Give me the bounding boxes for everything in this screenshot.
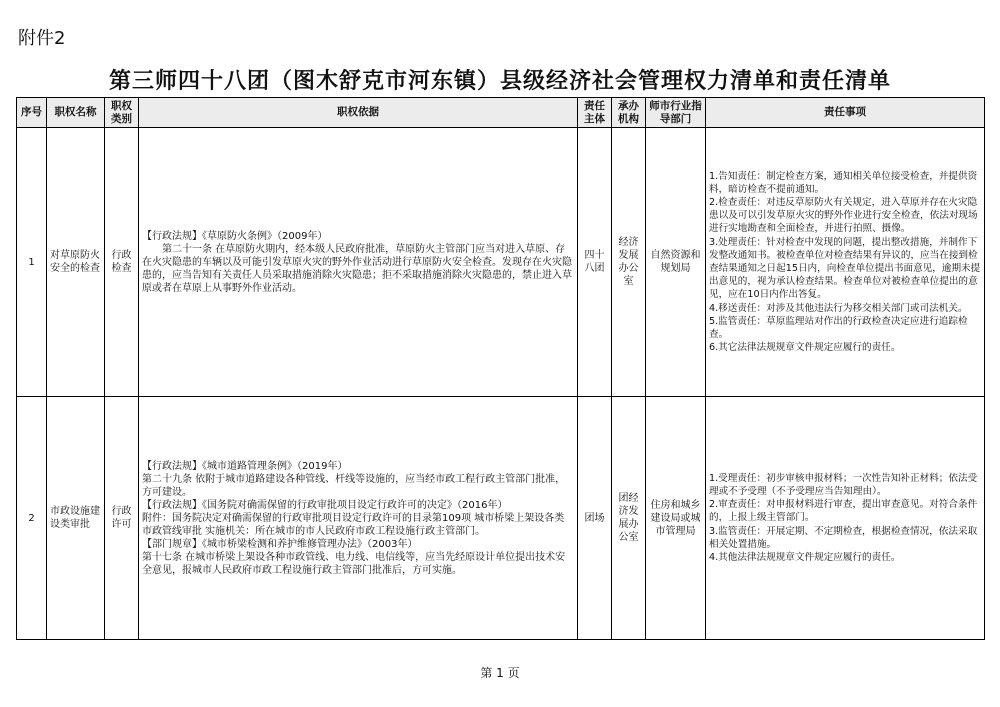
duty-item: 1.受理责任：初步审核申报材料；一次性告知补正材料；依法受理或不予受理（不予受理应当告知理由）。 (709, 472, 978, 497)
row-category: 行政许可 (105, 397, 139, 640)
basis-line: 第二十九条 依附于城市道路建设各种管线、杆线等设施的，应当经市政工程行政主管部门批准，方可建设。 (142, 473, 566, 498)
row-guide: 自然资源和规划局 (646, 128, 706, 397)
basis-line: 附件：国务院决定对确需保留的行政审批项目设定行政许可的目录第109项 城市桥梁上架设各类市政管线审批 实施机关：所在城市的市人民政府市政工程设施行政主管部门。 (142, 512, 565, 537)
duty-item: 2.检查责任：对违反草原防火有关规定，进入草原并存在火灾隐患以及可以引发草原火灾的野外作业进行安全检查，依法对现场进行实地勘查和全面检查，并进行拍照、摄像。 (709, 196, 978, 235)
header-seq: 序号 (17, 98, 47, 128)
header-agency: 承办机构 (612, 98, 646, 128)
row-name: 对草原防火安全的检查 (47, 128, 105, 397)
row-duties (706, 128, 985, 397)
table-header-row (17, 98, 985, 128)
document-title: 第三师四十八团（图木舒克市河东镇）县级经济社会管理权力清单和责任清单 (108, 69, 891, 94)
duty-item: 4.其他法律法规规章文件规定应履行的责任。 (709, 552, 901, 563)
row-guide: 住房和城乡建设局或城市管理局 (646, 397, 706, 640)
header-name: 职权名称 (47, 98, 105, 128)
basis-line: 【部门规章】《城市桥梁检测和养护维修管理办法》（2003年） (142, 538, 418, 550)
basis-line: 第十七条 在城市桥梁上架设各种市政管线、电力线、电信线等，应当先经原设计单位提出技术安全意见，报城市人民政府市政工程设施行政主管部门批准后，方可实施。 (142, 551, 566, 576)
row-seq: 2 (17, 397, 47, 640)
power-list-table (16, 97, 985, 640)
row-agency: 经济发展办公室 (612, 128, 646, 397)
row-subject: 团场 (578, 397, 612, 640)
attachment-label: 附件2 (18, 28, 66, 49)
row-agency: 团经济发展办公室 (612, 397, 646, 640)
row-seq: 1 (17, 128, 47, 397)
header-duties: 责任事项 (706, 98, 985, 128)
basis-line: 【行政法规】《国务院对确需保留的行政审批项目设定行政许可的决定》（2016年） (142, 499, 508, 511)
header-guide: 师市行业指导部门 (646, 98, 706, 128)
basis-line: 第二十一条 在草原防火期内，经本级人民政府批准，草原防火主管部门应当对进入草原、存在火灾隐患的车辆以及可能引发草原火灾的野外作业活动进行草原防火安全检查。发现存在火灾隐患的，应当告知有关责任人员采取措施消除火灾隐患；拒不采取措施消除火灾隐患的，禁止进入草原或者在草原上从事野外作业活动。 (142, 243, 572, 294)
duty-item: 3.处理责任：针对检查中发现的问题，提出整改措施，并制作下发整改通知书。被检查单位对检查结果有异议的，应当在接到检查结果通知之日起15日内，向检查单位提出书面意见，逾期未提出意见的，视为承认检查结果。检查单位对被检查单位提出的意见，应在10日内作出答复。 (709, 236, 981, 301)
row-basis (139, 397, 578, 640)
basis-line: 【行政法规】《城市道路管理条例》（2019年） (142, 460, 348, 472)
header-subject: 责任主体 (578, 98, 612, 128)
row-name: 市政设施建设类审批 (47, 397, 105, 640)
header-basis: 职权依据 (139, 98, 578, 128)
row-category: 行政检查 (105, 128, 139, 397)
header-category: 职权类别 (105, 98, 139, 128)
row-duties (706, 397, 985, 640)
duty-item: 2.审查责任：对申报材料进行审查，提出审查意见。对符合条件的，上报上级主管部门。 (709, 499, 978, 524)
row-basis (139, 128, 578, 397)
duty-item: 6.其它法律法规规章文件规定应履行的责任。 (709, 342, 901, 354)
row-subject: 四十八团 (578, 128, 612, 397)
table-row (17, 128, 985, 397)
duty-item: 3.监管责任：开展定期、不定期检查，根据检查情况，依法采取相关处置措施。 (709, 525, 978, 550)
duty-item: 5.监管责任：草原监理站对作出的行政检查决定应进行追踪检查。 (709, 315, 968, 341)
table-row (17, 397, 985, 640)
duty-item: 4.移送责任：对涉及其他违法行为移交相关部门或司法机关。 (709, 302, 968, 314)
page-number: 第 1 页 (480, 666, 520, 680)
basis-line: 【行政法规】《草原防火条例》（2009年） (142, 230, 328, 242)
duty-item: 1.告知责任：制定检查方案，通知相关单位接受检查，并提供资料，暗访检查不提前通知。 (709, 170, 978, 195)
